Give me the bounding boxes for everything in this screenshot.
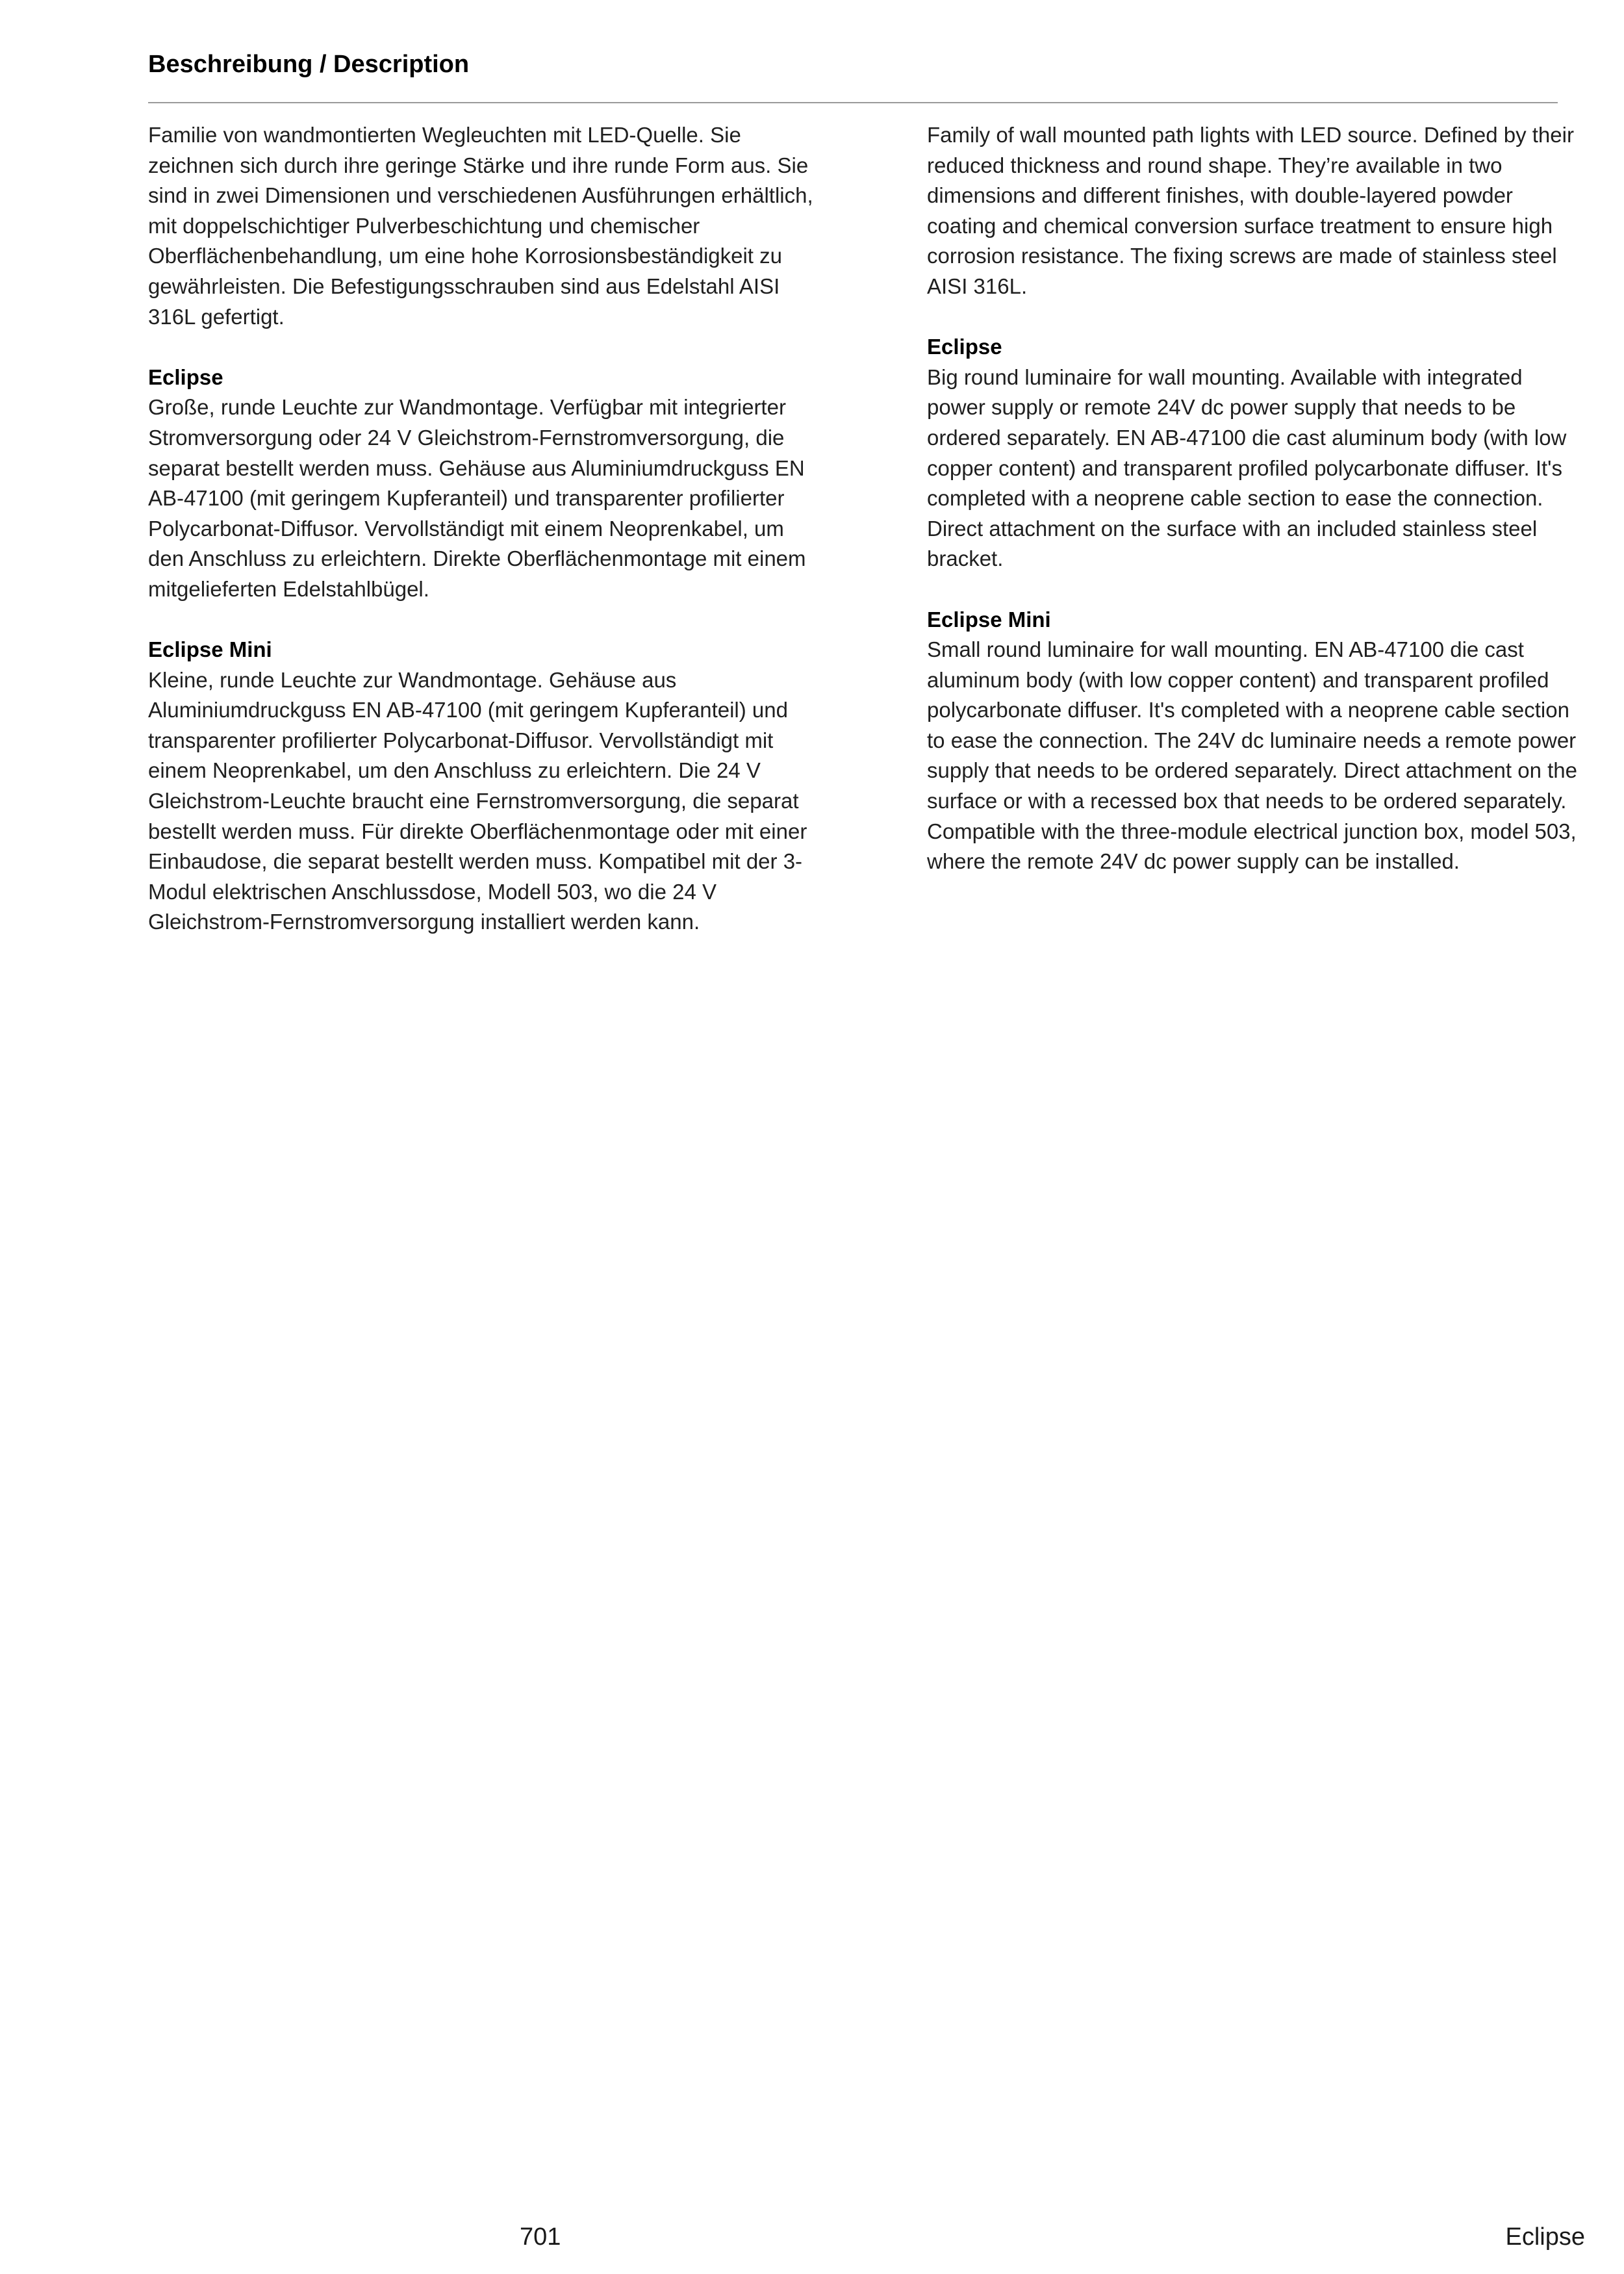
german-intro: Familie von wandmontierten Wegleuchten mit LED-Quelle. Sie zeichnen sich durch ihre geringe Stärke und ihre runde Form aus. Sie sind in zwei Dimensionen und verschiedenen Ausführungen erhältlich, mit doppelschichtiger Pulverbeschichtung und chemischer Oberflächenbehandlung, um eine hohe Korrosionsbeständigkeit zu gewährleisten. Die Befestigungsschrauben sind aus Edelstahl AISI 316L gefertigt. xyxy=(148,123,813,329)
english-eclipse-text: Big round luminaire for wall mounting. Available with integrated power supply or remote 24V dc power supply that needs to be ordered separately. EN AB-47100 die cast aluminum body (with low copper content) and transparent profiled polycarbonate diffuser. It's completed with a neoprene cable section to ease the connection. Direct attachment on the surface with an included stainless steel bracket. xyxy=(927,364,1567,571)
german-eclipse-mini-text: Kleine, runde Leuchte zur Wandmontage. Gehäuse aus Aluminiumdruckguss EN AB-47100 (mit geringem Kupferanteil) und transparenter profilierter Polycarbonat-Diffusor. Vervollständigt mit einem Neoprenkabel, um den Anschluss zu erleichtern. Die 24 V Gleichstrom-Leuchte braucht eine Fernstromversorgung, die separat bestellt werden muss. Für direkte Oberflächenmontage oder mit einer Einbaudose, die separat bestellt werden muss. Kompatibel mit der 3-Modul elektrischen Anschlussdose, Modell 503, wo die 24 V Gleichstrom-Fernstromversorgung installiert werden kann. xyxy=(148,667,807,934)
english-intro: Family of wall mounted path lights with LED source. Defined by their reduced thickness and round shape. They’re available in two dimensions and different finishes, with double-layered powder coating and chemical conversion surface treatment to ensure high corrosion resistance. The fixing screws are made of stainless steel AISI 316L. xyxy=(927,123,1574,298)
english-eclipse-heading: Eclipse xyxy=(927,335,1002,359)
header-divider xyxy=(148,102,1558,103)
german-eclipse-mini-heading: Eclipse Mini xyxy=(148,637,272,662)
english-eclipse-mini-heading: Eclipse Mini xyxy=(927,607,1051,632)
footer-product-label: Eclipse xyxy=(1505,2223,1585,2251)
page-title: Beschreibung / Description xyxy=(148,51,470,78)
german-eclipse-text: Große, runde Leuchte zur Wandmontage. Verfügbar mit integrierter Stromversorgung oder 24 V Gleichstrom-Fernstromversorgung, die separat bestellt werden muss. Gehäuse aus Aluminiumdruckguss EN AB-47100 (mit geringem Kupferanteil) und transparenter profilierter Polycarbonat-Diffusor. Vervollständigt mit einem Neoprenkabel, um den Anschluss zu erleichtern. Direkte Oberflächenmontage mit einem mitgelieferten Edelstahlbügel. xyxy=(148,395,806,601)
german-eclipse-heading: Eclipse xyxy=(148,364,223,389)
english-column xyxy=(927,120,1580,877)
page-number: 701 xyxy=(520,2223,561,2251)
english-eclipse-mini-text: Small round luminaire for wall mounting. EN AB-47100 die cast aluminum body (with low copper content) and transparent profiled polycarbonate diffuser. It's completed with a neoprene cable section to ease the connection. The 24V dc luminaire needs a remote power supply that needs to be ordered separately. Direct attachment on the surface or with a recessed box that needs to be ordered separately. Compatible with the three-module electrical junction box, model 503, where the remote 24V dc power supply can be installed. xyxy=(927,637,1577,874)
german-column xyxy=(148,120,824,938)
